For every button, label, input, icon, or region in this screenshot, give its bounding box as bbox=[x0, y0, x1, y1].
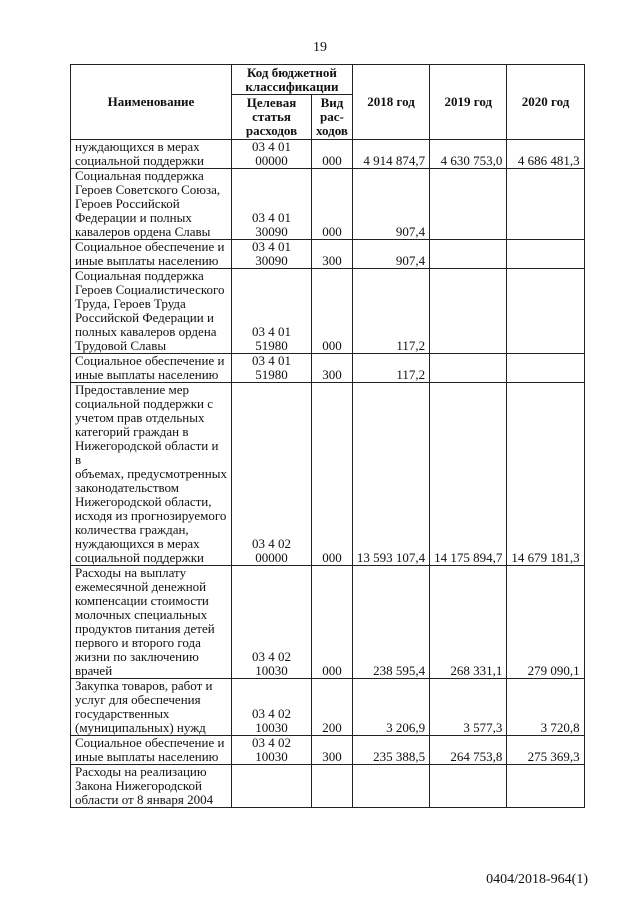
row-amount-2019 bbox=[430, 354, 507, 383]
row-amount-2019 bbox=[430, 269, 507, 354]
row-target-article bbox=[232, 765, 312, 808]
row-expense-type: 000 bbox=[312, 269, 353, 354]
row-expense-type: 300 bbox=[312, 354, 353, 383]
row-target-article: 03 4 02 10030 bbox=[232, 736, 312, 765]
row-expense-type: 000 bbox=[312, 140, 353, 169]
row-target-article: 03 4 01 00000 bbox=[232, 140, 312, 169]
row-name-line: иные выплаты населению bbox=[75, 749, 219, 764]
row-amount-2018 bbox=[352, 765, 429, 808]
row-target-article: 03 4 01 30090 bbox=[232, 240, 312, 269]
row-name-line: Социальная поддержка bbox=[75, 168, 204, 183]
row-name-line: молочных специальных bbox=[75, 607, 208, 622]
row-name-line: кавалеров ордена Славы bbox=[75, 224, 211, 239]
table-row bbox=[71, 736, 585, 765]
row-name-line: Нижегородской области, bbox=[75, 494, 212, 509]
budget-table bbox=[70, 64, 585, 808]
row-name-line: Социальное обеспечение и bbox=[75, 735, 225, 750]
row-expense-type: 200 bbox=[312, 679, 353, 736]
row-name-line: Социальное обеспечение и bbox=[75, 239, 225, 254]
header-kind-line: ходов bbox=[316, 123, 348, 138]
table-row bbox=[71, 765, 585, 808]
page-number: 19 bbox=[313, 40, 327, 55]
row-name-line: продуктов питания детей bbox=[75, 621, 215, 636]
table-row bbox=[71, 169, 585, 240]
row-amount-2020: 14 679 181,3 bbox=[507, 383, 584, 566]
row-name-line: исходя из прогнозируемого bbox=[75, 508, 227, 523]
row-target-article: 03 4 01 30090 bbox=[232, 169, 312, 240]
table-row bbox=[71, 140, 585, 169]
row-name bbox=[71, 736, 232, 765]
row-amount-2020 bbox=[507, 354, 584, 383]
row-amount-2019: 268 331,1 bbox=[430, 566, 507, 679]
row-name-line: социальной поддержки с bbox=[75, 396, 214, 411]
row-name-line: врачей bbox=[75, 663, 113, 678]
row-name-line: жизни по заключению bbox=[75, 649, 199, 664]
row-amount-2019 bbox=[430, 240, 507, 269]
row-name bbox=[71, 269, 232, 354]
row-amount-2019 bbox=[430, 765, 507, 808]
row-amount-2020: 275 369,3 bbox=[507, 736, 584, 765]
row-name bbox=[71, 679, 232, 736]
row-name-line: (муниципальных) нужд bbox=[75, 720, 206, 735]
header-name: Наименование bbox=[71, 65, 232, 140]
row-expense-type: 300 bbox=[312, 736, 353, 765]
row-name-line: первого и второго года bbox=[75, 635, 201, 650]
row-name-line: Российской Федерации и bbox=[75, 310, 214, 325]
row-expense-type: 300 bbox=[312, 240, 353, 269]
row-name-line: Социальное обеспечение и bbox=[75, 353, 225, 368]
header-expense-type bbox=[312, 95, 353, 140]
row-amount-2018: 238 595,4 bbox=[352, 566, 429, 679]
row-amount-2019: 4 630 753,0 bbox=[430, 140, 507, 169]
row-amount-2018: 117,2 bbox=[352, 354, 429, 383]
table-row bbox=[71, 354, 585, 383]
row-name-line: Героев Социалистического bbox=[75, 282, 225, 297]
row-name-line: Предоставление мер bbox=[75, 382, 189, 397]
row-name-line: услуг для обеспечения bbox=[75, 692, 201, 707]
row-name-line: Закона Нижегородской bbox=[75, 778, 202, 793]
row-target-article: 03 4 01 51980 bbox=[232, 354, 312, 383]
row-amount-2018: 3 206,9 bbox=[352, 679, 429, 736]
row-name-line: полных кавалеров ордена bbox=[75, 324, 217, 339]
row-amount-2019 bbox=[430, 169, 507, 240]
header-target-line: расходов bbox=[245, 123, 298, 138]
header-code-group bbox=[232, 65, 353, 95]
row-name-line: категорий граждан в bbox=[75, 424, 189, 439]
row-name-line: Героев Российской bbox=[75, 196, 180, 211]
row-amount-2019: 14 175 894,7 bbox=[430, 383, 507, 566]
row-expense-type bbox=[312, 765, 353, 808]
row-amount-2020 bbox=[507, 169, 584, 240]
row-name bbox=[71, 383, 232, 566]
row-amount-2018: 235 388,5 bbox=[352, 736, 429, 765]
row-expense-type: 000 bbox=[312, 383, 353, 566]
row-expense-type: 000 bbox=[312, 566, 353, 679]
row-name-line: ежемесячной денежной bbox=[75, 579, 207, 594]
header-target-line: статья bbox=[252, 109, 291, 124]
row-name-line: компенсации стоимости bbox=[75, 593, 209, 608]
row-amount-2018: 117,2 bbox=[352, 269, 429, 354]
row-name-line: социальной поддержки bbox=[75, 550, 204, 565]
document-code: 0404/2018-964(1) bbox=[486, 872, 588, 887]
row-name-line: нуждающихся в мерах bbox=[75, 536, 200, 551]
row-name-line: нуждающихся в мерах bbox=[75, 139, 200, 154]
row-name-line: Расходы на выплату bbox=[75, 565, 187, 580]
row-amount-2018: 907,4 bbox=[352, 240, 429, 269]
row-target-article: 03 4 02 10030 bbox=[232, 566, 312, 679]
header-year-2018: 2018 год bbox=[352, 65, 429, 140]
row-name-line: законодательством bbox=[75, 480, 180, 495]
row-name-line: учетом прав отдельных bbox=[75, 410, 205, 425]
row-amount-2019: 264 753,8 bbox=[430, 736, 507, 765]
row-name-line: Закупка товаров, работ и bbox=[75, 678, 213, 693]
table-row bbox=[71, 566, 585, 679]
row-name-line: социальной поддержки bbox=[75, 153, 204, 168]
table-row bbox=[71, 240, 585, 269]
header-target-line: Целевая bbox=[246, 95, 297, 110]
row-name bbox=[71, 566, 232, 679]
row-amount-2018: 907,4 bbox=[352, 169, 429, 240]
row-amount-2020: 4 686 481,3 bbox=[507, 140, 584, 169]
row-name bbox=[71, 169, 232, 240]
row-name-line: иные выплаты населению bbox=[75, 367, 219, 382]
row-amount-2020 bbox=[507, 765, 584, 808]
row-name-line: Нижегородской области и в bbox=[75, 438, 219, 467]
header-year-2020: 2020 год bbox=[507, 65, 584, 140]
row-amount-2020 bbox=[507, 240, 584, 269]
row-amount-2020: 279 090,1 bbox=[507, 566, 584, 679]
row-amount-2020 bbox=[507, 269, 584, 354]
header-year-2019: 2019 год bbox=[430, 65, 507, 140]
row-name-line: Расходы на реализацию bbox=[75, 764, 207, 779]
row-name-line: Героев Советского Союза, bbox=[75, 182, 221, 197]
row-name bbox=[71, 140, 232, 169]
row-target-article: 03 4 01 51980 bbox=[232, 269, 312, 354]
row-target-article: 03 4 02 00000 bbox=[232, 383, 312, 566]
row-amount-2019: 3 577,3 bbox=[430, 679, 507, 736]
row-expense-type: 000 bbox=[312, 169, 353, 240]
row-name-line: количества граждан, bbox=[75, 522, 189, 537]
header-kind-line: Вид bbox=[320, 95, 344, 110]
row-name-line: Федерации и полных bbox=[75, 210, 192, 225]
header-code-group-line: классификации bbox=[245, 78, 339, 94]
row-name-line: Труда, Героев Труда bbox=[75, 296, 186, 311]
row-amount-2018: 4 914 874,7 bbox=[352, 140, 429, 169]
header-code-group-line: Код бюджетной bbox=[247, 64, 337, 80]
table-row bbox=[71, 679, 585, 736]
header-target-article bbox=[232, 95, 312, 140]
header-kind-line: рас- bbox=[320, 109, 344, 124]
table-row bbox=[71, 383, 585, 566]
row-target-article: 03 4 02 10030 bbox=[232, 679, 312, 736]
row-name bbox=[71, 354, 232, 383]
row-amount-2018: 13 593 107,4 bbox=[352, 383, 429, 566]
row-name-line: иные выплаты населению bbox=[75, 253, 219, 268]
row-name-line: объемах, предусмотренных bbox=[75, 466, 227, 481]
row-name-line: области от 8 января 2004 bbox=[75, 792, 214, 807]
table-row bbox=[71, 269, 585, 354]
row-amount-2020: 3 720,8 bbox=[507, 679, 584, 736]
row-name bbox=[71, 765, 232, 808]
row-name bbox=[71, 240, 232, 269]
row-name-line: Трудовой Славы bbox=[75, 338, 167, 353]
row-name-line: государственных bbox=[75, 706, 170, 721]
row-name-line: Социальная поддержка bbox=[75, 268, 204, 283]
